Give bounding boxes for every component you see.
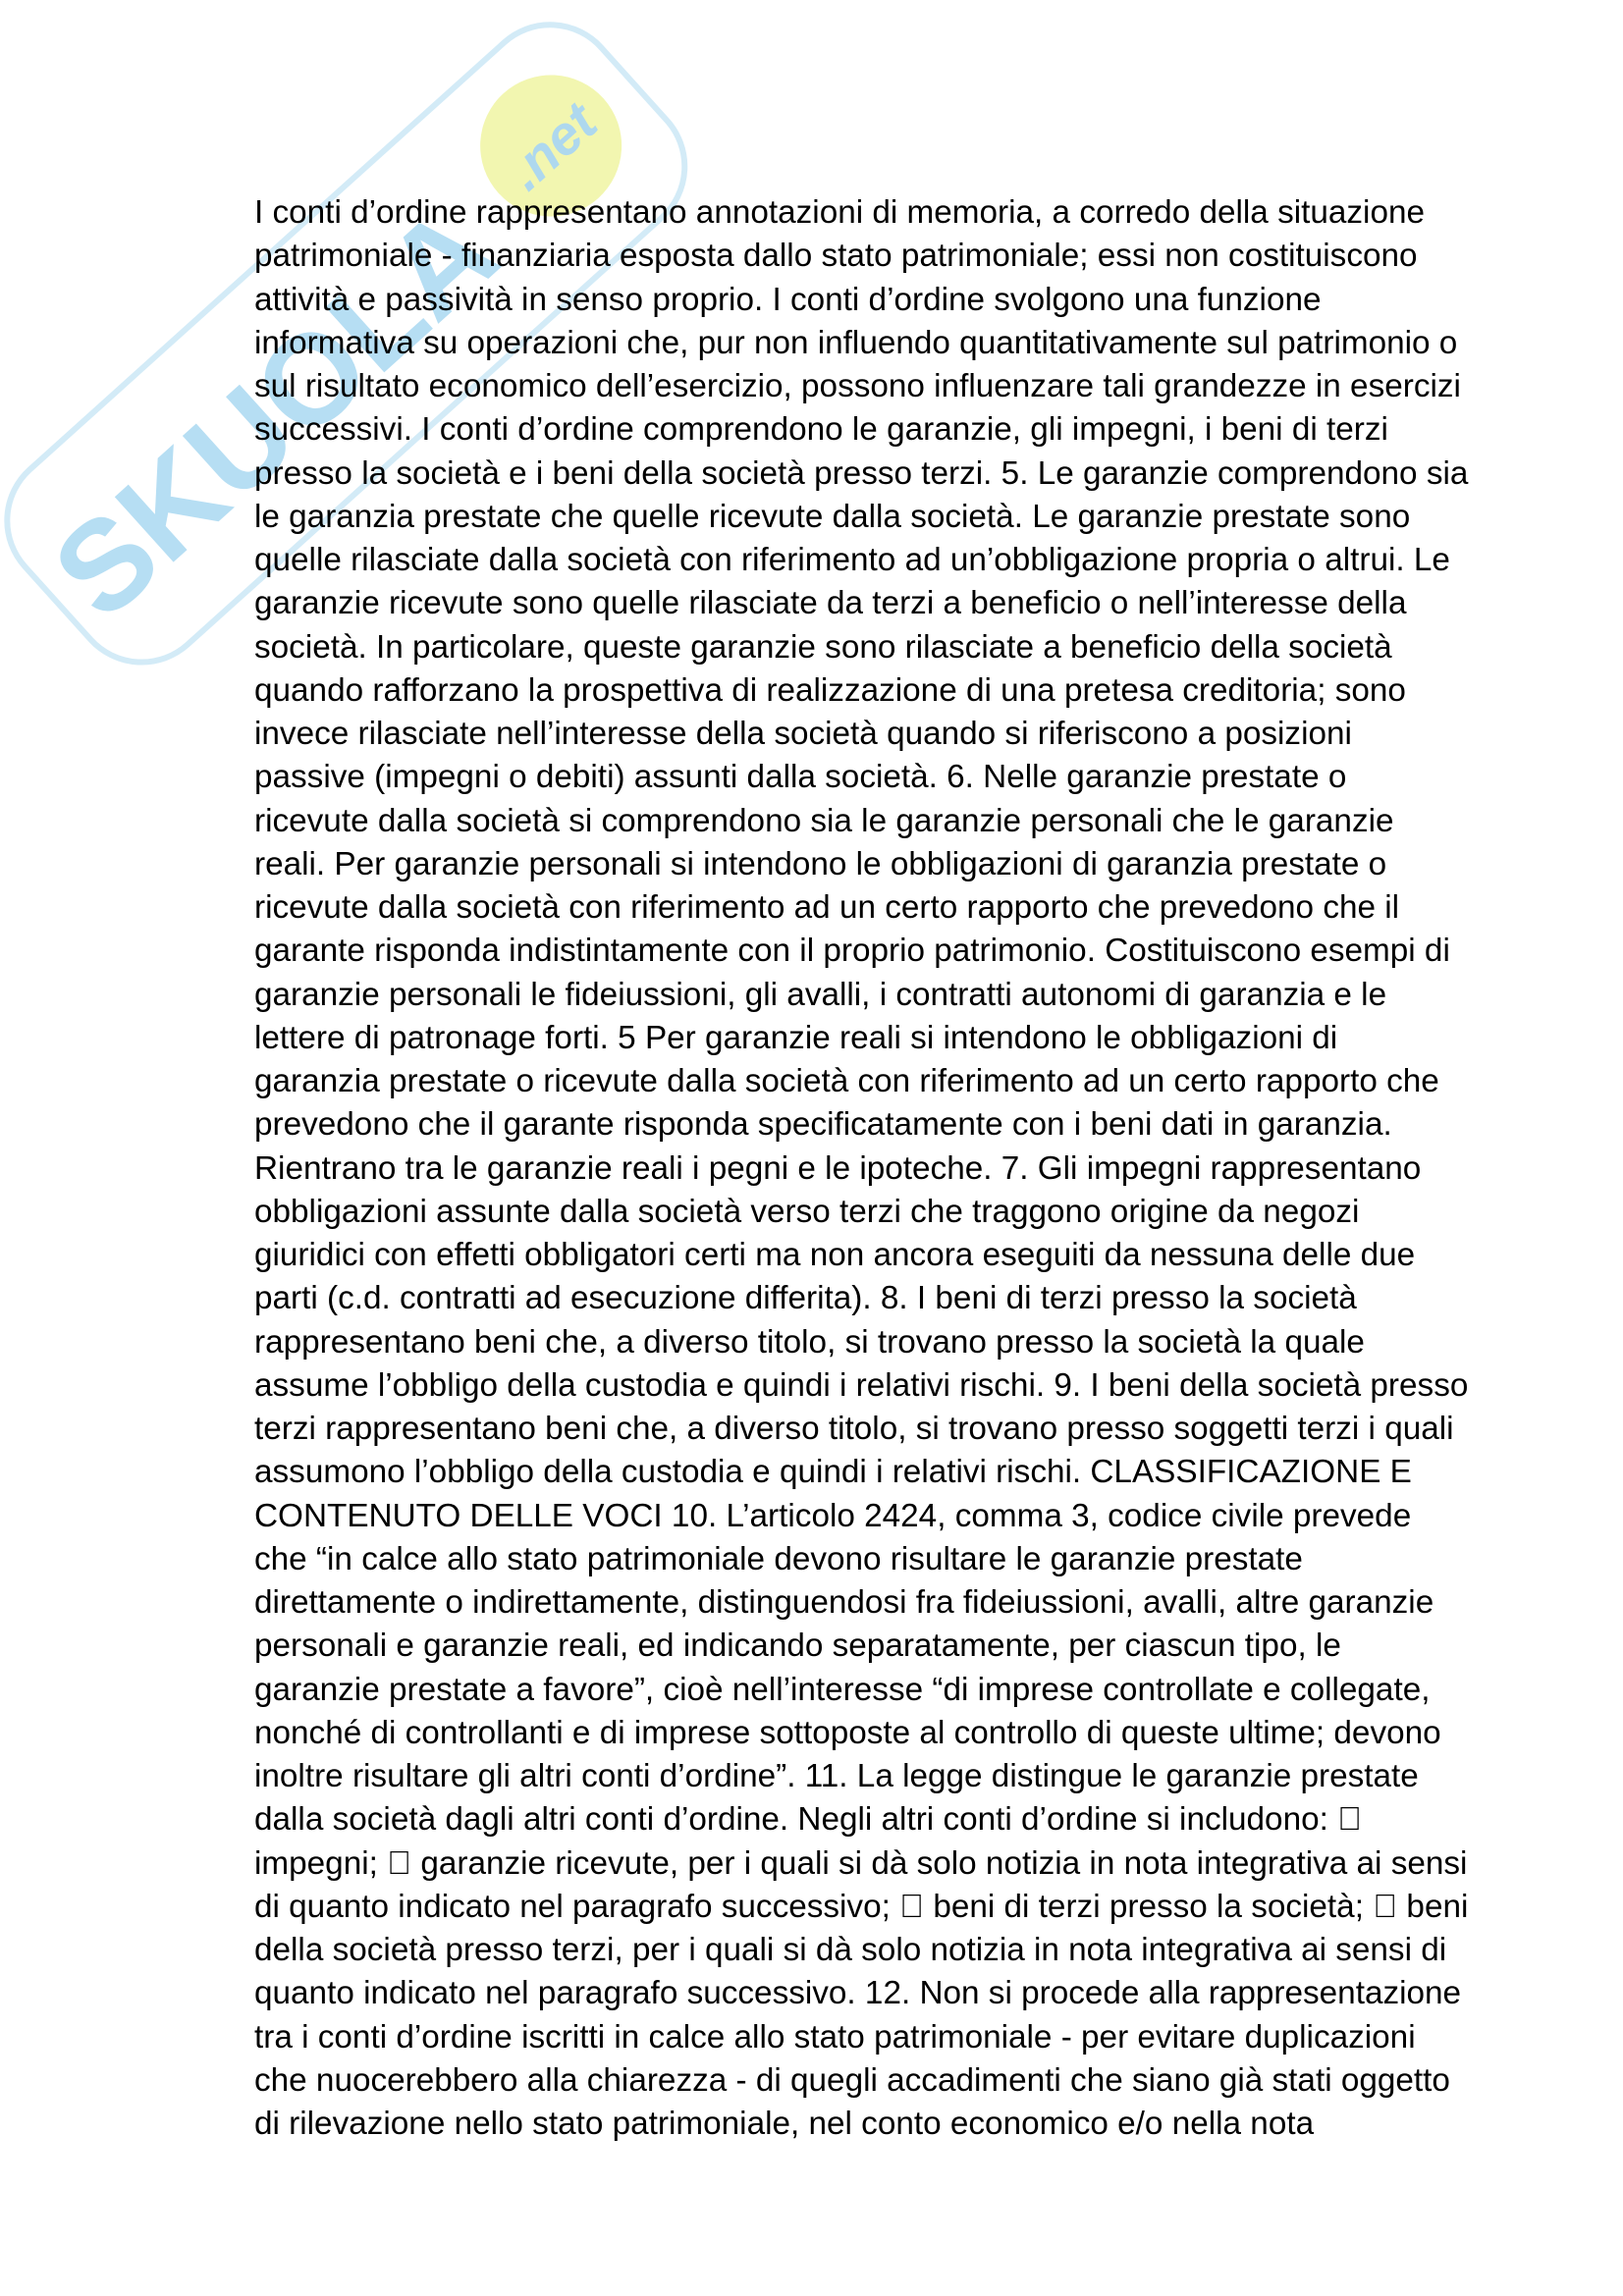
text-line: garanzie personali le fideiussioni, gli avalli, i contratti autonomi di garanzia e le — [254, 976, 1387, 1013]
text-line: società. In particolare, queste garanzie sono rilasciate a beneficio della società — [254, 628, 1392, 666]
text-line: quando rafforzano la prospettiva di realizzazione di una pretesa creditoria; sono — [254, 671, 1406, 709]
text-line: personali e garanzie reali, ed indicando separatamente, per ciascun tipo, le — [254, 1628, 1341, 1665]
text-line: le garanzia prestate che quelle ricevute dalla società. Le garanzie prestate sono — [254, 498, 1411, 535]
text-line: quelle rilasciate dalla società con riferimento ad un’obbligazione propria o altrui. Le — [254, 542, 1450, 578]
text-line: della società presso terzi, per i quali si dà solo notizia in nota integrativa ai sensi di — [254, 1932, 1447, 1968]
text-line: invece rilasciate nell’interesse della società quando si riferiscono a posizioni — [254, 716, 1352, 752]
text-line: passive (impegni o debiti) assunti dalla società. 6. Nelle garanzie prestate o — [254, 759, 1347, 796]
text-line: nonché di controllanti e di imprese sottoposte al controllo di queste ultime; devono — [254, 1714, 1441, 1751]
text-line: tra i conti d’ordine iscritti in calce allo stato patrimoniale - per evitare duplicazioni — [254, 2018, 1416, 2056]
text-line: giuridici con effetti obbligatori certi ma non ancora eseguiti da nessuna delle due — [254, 1237, 1416, 1273]
text-line: assume l’obbligo della custodia e quindi i relativi rischi. 9. I beni della società presso — [254, 1366, 1469, 1404]
text-line: impegni; garanzie ricevute, per i quali si dà solo notizia in nota integrativa ai sensi — [254, 1844, 1452, 1882]
text-line: dalla società dagli altri conti d’ordine. Negli altri conti d’ordine si includono: — [254, 1801, 1347, 1839]
logo-brand-text: SKUOLA — [26, 178, 523, 646]
text-line: ricevute dalla società con riferimento ad un certo rapporto che prevedono che il — [254, 889, 1400, 926]
text-line: patrimoniale - finanziaria esposta dallo stato patrimoniale; essi non costituiscono — [254, 238, 1418, 275]
text-line: di quanto indicato nel paragrafo successivo; beni di terzi presso la società; beni — [254, 1888, 1437, 1925]
text-line: che nuocerebbero alla chiarezza - di quegli accadimenti che siano già stati oggetto — [254, 2061, 1450, 2099]
text-line: assumono l’obbligo della custodia e quindi i relativi rischi. CLASSIFICAZIONE E — [254, 1454, 1412, 1491]
text-line: successivi. I conti d’ordine comprendono le garanzie, gli impegni, i beni di terzi — [254, 411, 1388, 449]
text-line: garanzie ricevute sono quelle rilasciate da terzi a beneficio o nell’interesse della — [254, 585, 1407, 622]
text-line: Rientrano tra le garanzie reali i pegni e le ipoteche. 7. Gli impegni rappresentano — [254, 1149, 1422, 1187]
text-line: prevedono che il garante risponda specificatamente con i beni dati in garanzia. — [254, 1106, 1392, 1144]
text-line: I conti d’ordine rappresentano annotazioni di memoria, a corredo della situazione — [254, 194, 1426, 231]
text-line: sul risultato economico dell’esercizio, possono influenzare tali grandezze in esercizi — [254, 368, 1461, 404]
text-line: garanzie prestate a favore”, cioè nell’interesse “di imprese controllate e collegate, — [254, 1671, 1431, 1708]
text-line: garanzia prestate o ricevute dalla società con riferimento ad un certo rapporto che — [254, 1063, 1439, 1099]
text-line: obbligazioni assunte dalla società verso terzi che traggono origine da negozi — [254, 1193, 1360, 1230]
logo-net-text: .net — [494, 90, 609, 202]
text-line: terzi rappresentano beni che, a diverso titolo, si trovano presso soggetti terzi i quali — [254, 1411, 1454, 1447]
text-line: CONTENUTO DELLE VOCI 10. L’articolo 2424, comma 3, codice civile prevede — [254, 1497, 1412, 1534]
text-line: presso la società e i beni della società presso terzi. 5. Le garanzie comprendono sia — [254, 454, 1469, 492]
text-line: attività e passività in senso proprio. I conti d’ordine svolgono una funzione — [254, 281, 1322, 318]
body-text — [254, 191, 1468, 2146]
text-line: di rilevazione nello stato patrimoniale, nel conto economico e/o nella nota — [254, 2106, 1315, 2142]
text-line: garante risponda indistintamente con il proprio patrimonio. Costituiscono esempi di — [254, 933, 1450, 970]
text-line: informativa su operazioni che, pur non influendo quantitativamente sul patrimonio o — [254, 324, 1458, 361]
text-line: lettere di patronage forti. 5 Per garanzie reali si intendono le obbligazioni di — [254, 1019, 1338, 1056]
text-line: ricevute dalla società si comprendono sia le garanzie personali che le garanzie — [254, 802, 1394, 839]
text-line: direttamente o indirettamente, distinguendosi fra fideiussioni, avalli, altre garanzie — [254, 1584, 1434, 1621]
text-line: che “in calce allo stato patrimoniale devono risultare le garanzie prestate — [254, 1540, 1303, 1577]
text-line: reali. Per garanzie personali si intendono le obbligazioni di garanzia prestate o — [254, 845, 1387, 882]
text-line: parti (c.d. contratti ad esecuzione differita). 8. I beni di terzi presso la società — [254, 1280, 1357, 1317]
text-line: rappresentano beni che, a diverso titolo, si trovano presso la società la quale — [254, 1323, 1365, 1361]
text-line: inoltre risultare gli altri conti d’ordine”. 11. La legge distingue le garanzie prestate — [254, 1758, 1419, 1794]
text-line: quanto indicato nel paragrafo successivo. 12. Non si procede alla rappresentazione — [254, 1975, 1462, 2012]
